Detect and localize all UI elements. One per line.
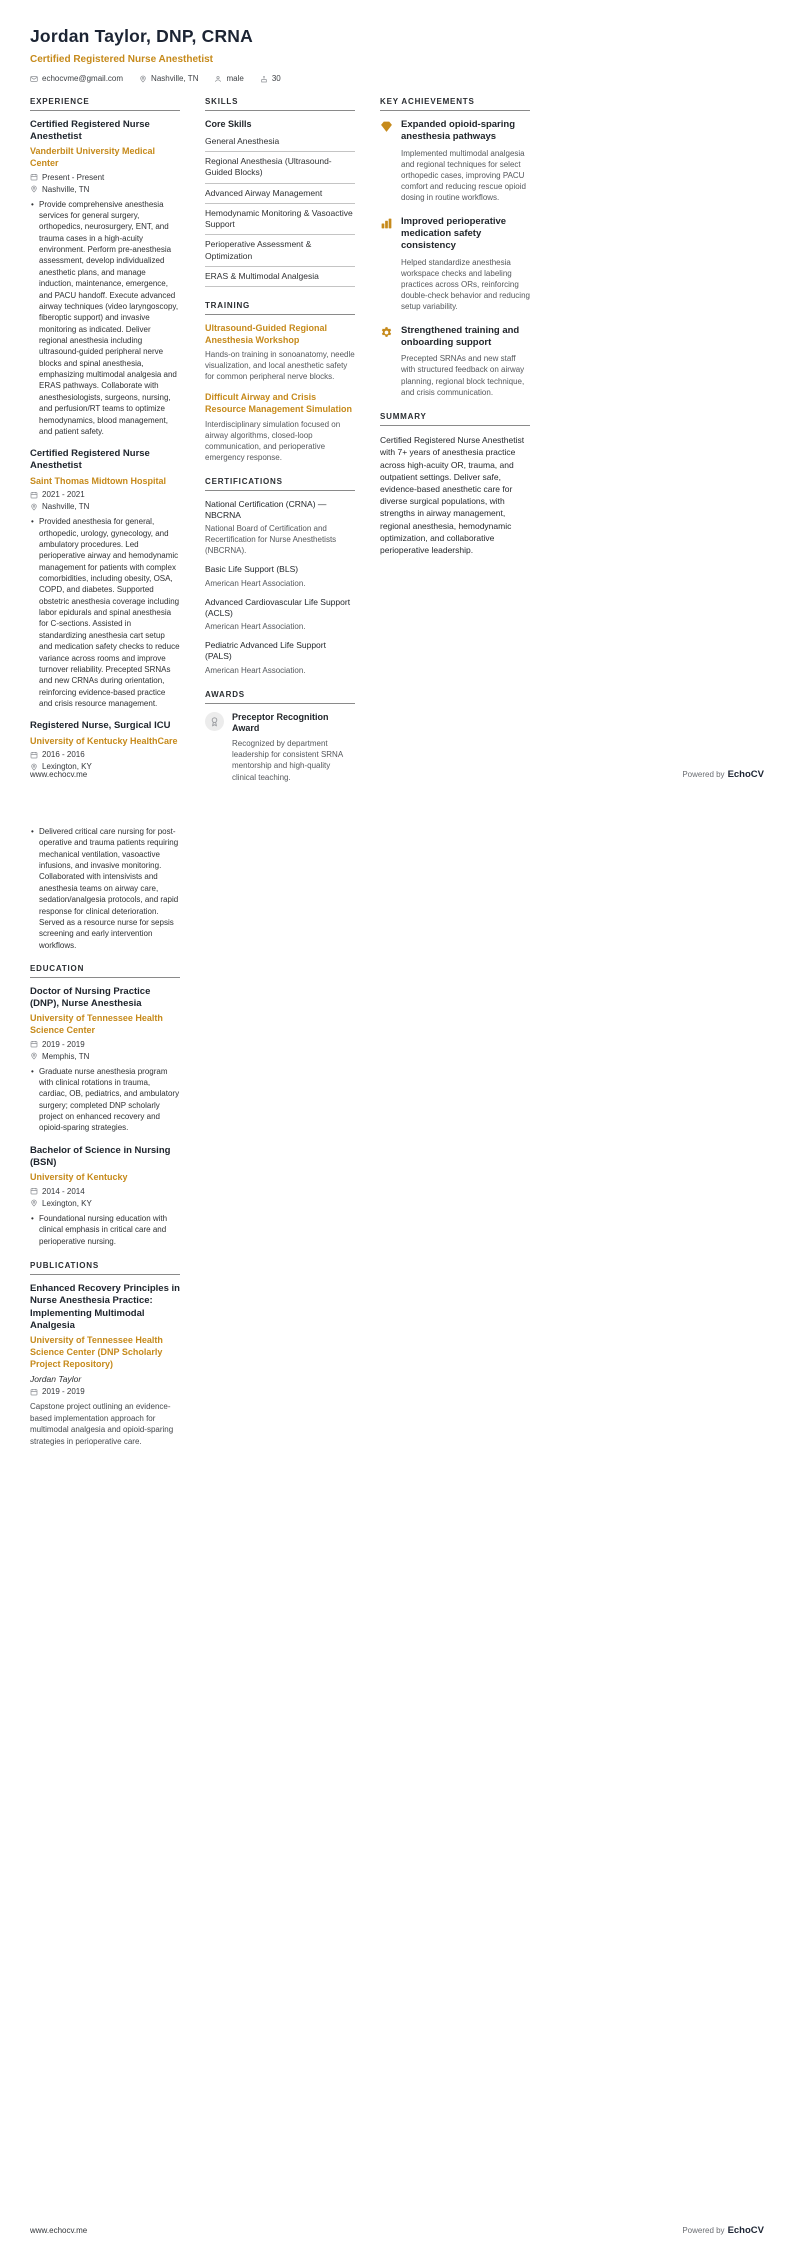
publication-author: Jordan Taylor (30, 1374, 82, 1385)
skills-group-label: Core Skills (205, 119, 252, 129)
experience-company: University of Kentucky HealthCare (30, 735, 178, 746)
education-degree: Bachelor of Science in Nursing (BSN) (30, 1144, 171, 1168)
column-achievements (380, 97, 530, 797)
certification-issuer: American Heart Association. (205, 578, 306, 588)
certification-entry (205, 640, 355, 675)
certification-entry (205, 499, 355, 557)
education-location (30, 1052, 180, 1061)
section-heading-certifications: CERTIFICATIONS (205, 477, 355, 491)
echocv-brand[interactable]: EchoCV (727, 769, 764, 780)
award-badge (205, 712, 224, 731)
left-column-continued (30, 800, 180, 1447)
skills-section (205, 97, 355, 287)
experience-location-text: Lexington, KY (42, 762, 92, 772)
birthday-icon (260, 75, 268, 83)
page-footer (30, 764, 764, 782)
experience-title: Registered Nurse, Surgical ICU (30, 720, 171, 732)
location-pin-icon (30, 503, 38, 511)
footer-site-link[interactable]: www.echocv.me (30, 2226, 88, 2235)
experience-dates-text: 2016 - 2016 (42, 750, 85, 760)
section-heading-summary: SUMMARY (380, 412, 530, 426)
education-location (30, 1199, 180, 1208)
contact-email[interactable] (30, 74, 123, 83)
section-heading-training: TRAINING (205, 301, 355, 315)
experience-location (30, 185, 180, 194)
experience-bullet: • Provide comprehensive anesthesia services for general surgery, orthopedics, neurosurgery, ENT, and trauma cases in a high-acuity environment. Perform pre-anesthesia assessment, develop individualized anesthetic plans, and manage induction, maintenance, emergence, and PACU handoff. Execute advanced airway techniques (video laryngoscopy, fiberoptic support) and invasive monitoring as indicated. Deliver regional anesthesia including ultrasound-guided peripheral nerve blocks and spinal anesthesia, emphasizing multimodal analgesia and ERAS pathways. Collaborate with anesthesiologists, surgeons, nursing, and perfusion/RT teams to optimize hemodynamics, blood management, and patient safety. (30, 199, 180, 438)
section-heading-publications: PUBLICATIONS (30, 1261, 180, 1275)
contact-email-text: echocvme@gmail.com (42, 74, 124, 83)
education-location-text: Memphis, TN (42, 1051, 90, 1061)
training-title: Difficult Airway and Crisis Resource Management Simulation (205, 392, 353, 415)
achievement-description: Helped standardize anesthesia workspace checks and labeling practices across ORs, reinforcing double-check behavior and reducing setup variability. (401, 257, 530, 312)
person-name: Jordan Taylor, DNP, CRNA (30, 26, 253, 46)
certification-title: National Certification (CRNA) — NBCRNA (205, 498, 327, 521)
education-degree: Doctor of Nursing Practice (DNP), Nurse Anesthesia (30, 985, 151, 1010)
experience-bullet-continued: • Delivered critical care nursing for post-operative and trauma patients requiring mechanical ventilation, vasoactive infusions, and invasive monitoring. Collaborated with intensivists and anesthesia teams on airway care, sedation/analgesia protocols, and rapid response for clinical deterioration. Served as a resource nurse for sepsis screening and early intervention workflows. (30, 826, 180, 951)
calendar-icon (30, 751, 38, 759)
experience-bullet: • Provided anesthesia for general, orthopedic, urology, gynecology, and ambulatory procedures. Led perioperative airway and hemodynamic management for patients with complex comorbidities, including obesity, OSA, COPD, and diabetes. Supported obstetric anesthesia coverage including labor epidurals and spinal anesthesia for C-sections. Assisted in standardizing anesthesia cart setup and medication safety checks to reduce variance across rooms and improve turnover reliability. Precepted SRNAs and new CRNAs during orientation, reinforcing evidence-based practice and crisis resource management. (30, 516, 180, 709)
bar-chart-icon (380, 217, 393, 230)
calendar-icon (30, 173, 38, 181)
resume-header (30, 26, 764, 83)
gear-icon (380, 326, 393, 339)
summary-text: Certified Registered Nurse Anesthetist with 7+ years of anesthesia practice across high-acuity OR, trauma, and outpatient settings. Deliver safe, evidence-based anesthetic care for diverse surgical populations, with strengths in airway management, regional anesthesia, hemodynamic optimization, and collaborative perioperative leadership. (380, 435, 525, 556)
experience-company: Vanderbilt University Medical Center (30, 146, 156, 168)
education-bullet: • Foundational nursing education with clinical emphasis in critical care and perioperative nursing. (30, 1213, 180, 1247)
experience-entry (30, 119, 180, 437)
experience-dates (30, 490, 180, 499)
education-entry (30, 986, 180, 1134)
education-school: University of Kentucky (30, 1172, 128, 1183)
contact-age (260, 74, 281, 83)
certification-issuer: American Heart Association. (205, 622, 306, 632)
section-heading-experience: EXPERIENCE (30, 97, 180, 111)
experience-title: Certified Registered Nurse Anesthetist (30, 119, 150, 143)
person-job-title: Certified Registered Nurse Anesthetist (30, 54, 214, 65)
column-experience (30, 97, 180, 797)
resume-page-1 (0, 0, 794, 800)
calendar-icon (30, 491, 38, 499)
education-entry (30, 1145, 180, 1247)
award-description: Recognized by department leadership for consistent SRNA mentorship and high-quality clinical teaching. (232, 739, 343, 782)
achievement-description: Precepted SRNAs and new staff with structured feedback on airway planning, regional block technique, and crisis communication. (401, 354, 525, 397)
certification-entry (205, 597, 355, 632)
achievement-body (401, 216, 530, 313)
person-icon (214, 75, 222, 83)
achievement-title: Strengthened training and onboarding support (401, 324, 520, 348)
training-description: Hands-on training in sonoanatomy, needle visualization, and local anesthetic safety for common peripheral nerve blocks. (205, 350, 355, 382)
contact-age-text: 30 (271, 74, 281, 83)
publication-dates (30, 1387, 180, 1396)
section-heading-skills: SKILLS (205, 97, 355, 111)
footer-powered (682, 2220, 764, 2238)
achievement-body (401, 119, 530, 204)
location-pin-icon (30, 1052, 38, 1060)
resume-page-2 (0, 800, 794, 2246)
achievement-entry (380, 216, 530, 313)
section-heading-awards: AWARDS (205, 690, 355, 704)
section-heading-key-achievements: KEY ACHIEVEMENTS (380, 97, 530, 111)
experience-title: Certified Registered Nurse Anesthetist (30, 448, 150, 472)
experience-entry (30, 448, 180, 709)
education-dates (30, 1187, 180, 1196)
publications-section (30, 1261, 180, 1448)
certification-issuer: American Heart Association. (205, 665, 306, 675)
powered-by-text: Powered by (682, 770, 725, 779)
three-column-layout (30, 97, 764, 797)
achievement-entry (380, 119, 530, 204)
location-pin-icon (30, 1199, 38, 1207)
education-school: University of Tennessee Health Science Center (30, 1013, 163, 1035)
skill-item: Perioperative Assessment & Optimization (205, 235, 355, 266)
location-pin-icon (139, 75, 147, 83)
contact-gender (214, 74, 243, 83)
skill-item: ERAS & Multimodal Analgesia (205, 267, 355, 287)
skill-item: General Anesthesia (205, 132, 355, 152)
achievement-title: Expanded opioid-sparing anesthesia pathways (401, 119, 516, 143)
footer-site-link[interactable]: www.echocv.me (30, 770, 88, 779)
publication-entry (30, 1283, 180, 1448)
calendar-icon (30, 1040, 38, 1048)
experience-location (30, 502, 180, 511)
calendar-icon (30, 1388, 38, 1396)
summary-section (380, 412, 530, 556)
education-bullet: • Graduate nurse anesthesia program with clinical rotations in trauma, cardiac, OB, pediatrics, and ambulatory surgery; completed DNP scholarly project on enhanced recovery and opioid-sparing strategies. (30, 1066, 180, 1134)
email-icon (30, 75, 38, 83)
calendar-icon (30, 1187, 38, 1195)
contact-location (139, 74, 198, 83)
experience-section (30, 97, 180, 771)
contact-location-text: Nashville, TN (151, 74, 199, 83)
publication-description: Capstone project outlining an evidence-based implementation approach for multimodal analgesia and opioid-sparing strategies in perioperative care. (30, 1402, 174, 1446)
experience-dates (30, 173, 180, 182)
page-footer (30, 2220, 764, 2238)
skill-item: Regional Anesthesia (Ultrasound-Guided Blocks) (205, 152, 355, 183)
experience-dates-text: 2021 - 2021 (42, 490, 85, 500)
certification-title: Basic Life Support (BLS) (205, 564, 299, 575)
experience-company: Saint Thomas Midtown Hospital (30, 475, 167, 486)
location-pin-icon (30, 185, 38, 193)
training-entry (205, 392, 355, 463)
education-dates-text: 2019 - 2019 (42, 1039, 85, 1049)
experience-dates-text: Present - Present (42, 172, 105, 182)
skill-item: Hemodynamic Monitoring & Vasoactive Support (205, 204, 355, 235)
achievement-title: Improved perioperative medication safety consistency (401, 215, 507, 252)
education-dates-text: 2014 - 2014 (42, 1186, 85, 1196)
publication-publisher: University of Tennessee Health Science Center (DNP Scholarly Project Repository) (30, 1335, 163, 1369)
experience-location-text: Nashville, TN (42, 502, 90, 512)
page-1-content (0, 0, 794, 797)
achievement-body (401, 325, 530, 398)
powered-by-text: Powered by (682, 2226, 725, 2235)
training-title: Ultrasound-Guided Regional Anesthesia Workshop (205, 322, 328, 345)
contact-row (30, 74, 764, 83)
training-section (205, 301, 355, 463)
training-entry (205, 323, 355, 382)
medal-icon (209, 716, 220, 727)
section-heading-education: EDUCATION (30, 964, 180, 978)
key-achievements-section (380, 97, 530, 398)
experience-location-text: Nashville, TN (42, 184, 90, 194)
contact-gender-text: male (226, 74, 244, 83)
education-section (30, 964, 180, 1247)
echocv-brand[interactable]: EchoCV (727, 2225, 764, 2236)
experience-dates (30, 750, 180, 759)
award-title: Preceptor Recognition Award (232, 711, 329, 734)
education-location-text: Lexington, KY (42, 1198, 92, 1208)
certification-issuer: National Board of Certification and Recertification for Nurse Anesthetists (NBCRNA). (205, 524, 337, 556)
column-skills (205, 97, 355, 797)
achievement-description: Implemented multimodal analgesia and regional techniques for select orthopedic cases, improving PACU comfort and reducing rescue opioid dosing in routine workflows. (401, 148, 526, 203)
publication-dates-text: 2019 - 2019 (42, 1387, 85, 1397)
certifications-section (205, 477, 355, 676)
certification-title: Advanced Cardiovascular Life Support (ACLS) (205, 596, 351, 618)
achievement-entry (380, 325, 530, 398)
education-dates (30, 1040, 180, 1049)
skill-item: Advanced Airway Management (205, 184, 355, 204)
certification-entry (205, 564, 355, 588)
certification-title: Pediatric Advanced Life Support (PALS) (205, 640, 326, 662)
publication-title: Enhanced Recovery Principles in Nurse Anesthesia Practice: Implementing Multimodal Analgesia (30, 1282, 180, 1331)
gem-icon (380, 120, 393, 133)
training-description: Interdisciplinary simulation focused on airway algorithms, closed-loop communication, and perioperative emergency response. (205, 419, 341, 462)
footer-powered (682, 764, 764, 782)
